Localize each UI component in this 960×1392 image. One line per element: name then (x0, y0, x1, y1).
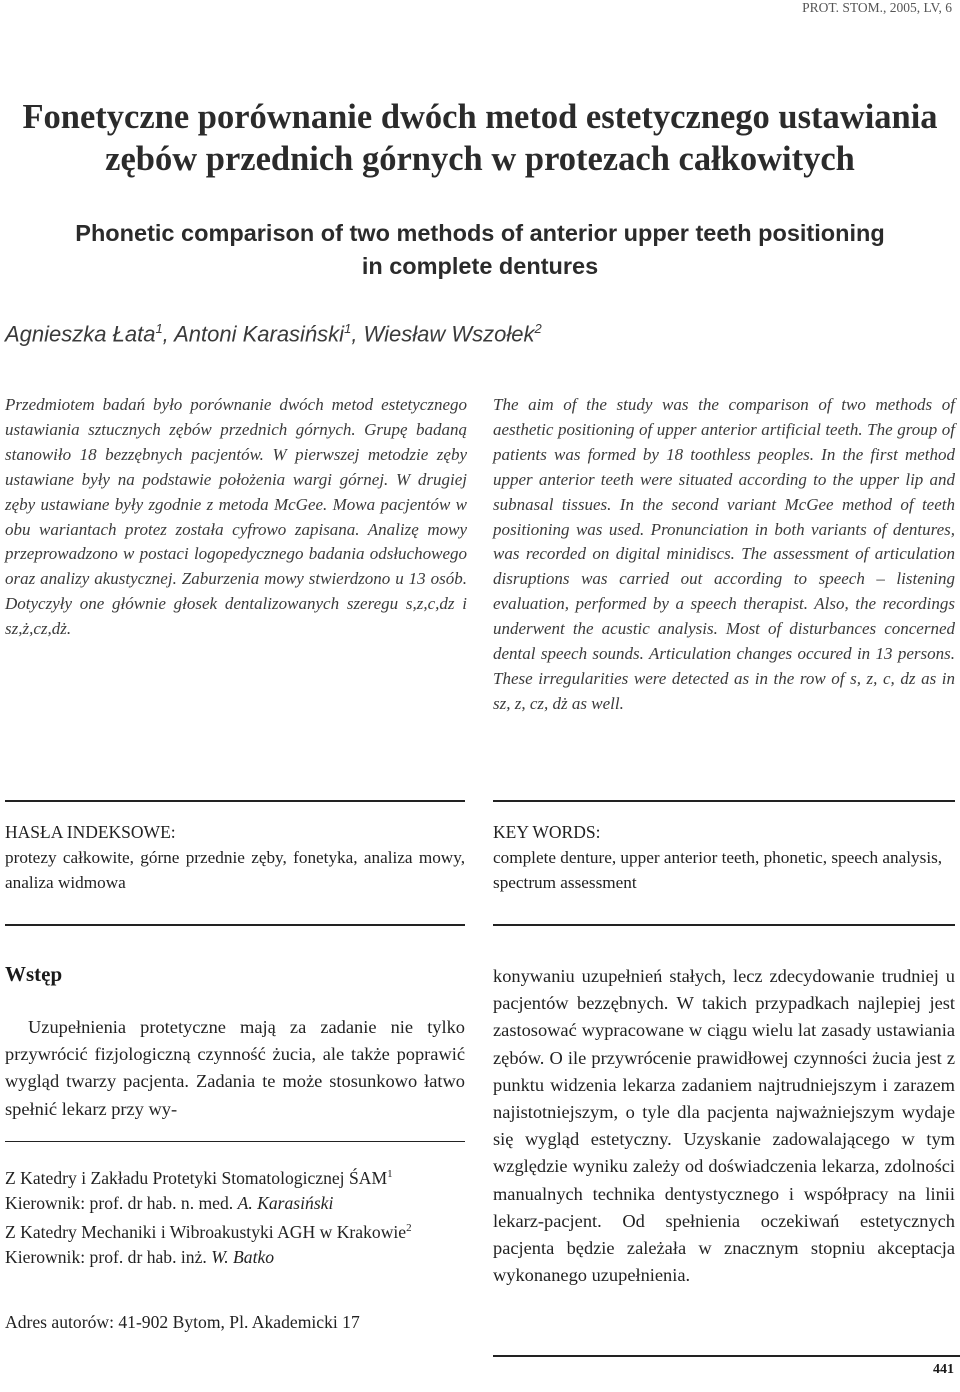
affiliation-2-head (5, 1245, 465, 1270)
affiliation-2-text: Z Katedry Mechaniki i Wibroakustyki AGH w Krakowie (5, 1221, 407, 1242)
affiliation-1-head (5, 1191, 465, 1216)
author-separator: , (351, 321, 364, 347)
author-name: Agnieszka Łata (5, 321, 156, 347)
author-separator: , (162, 321, 175, 347)
affiliation-2-head-name: W. Batko (211, 1246, 275, 1267)
author-name: Antoni Karasiński (174, 321, 345, 347)
author-affiliation-mark: 2 (534, 321, 542, 336)
abstract-polish: Przedmiotem badań było porównanie dwóch metod estetycznego ustawiania sztucznych zębów przednich górnych. Grupę badaną stanowiło 18 bezzębnych pacjentów. W pierwszej metodzie zęby ustawiane były na podstawie położenia wargi górnej. W drugiej zęby ustawiane były zgodnie z metoda McGee. Mowa pacjentów w obu wariantach protez została cyfrowo zapisana. Analizę mowy przeprowadzono w postaci logopedycznego badania odsłuchowego oraz analizy akustycznej. Zaburzenia mowy stwierdzono u 13 osób. Dotyczyły one głównie głosek dentalizowanych szeregu s,z,c,dz i sz,ż,cz,dż. (5, 395, 467, 639)
author-affiliation-mark: 1 (155, 321, 163, 336)
footnote-rule (5, 1141, 465, 1142)
author-list (5, 321, 542, 347)
abstract-english: The aim of the study was the comparison of two methods of aesthetic positioning of upper anterior artificial teeth. The group of patients was formed by 18 toothless peoples. In the first method upper anterior teeth were situated according to the upper lip and subnasal tissues. In the second variant McGee method of teeth positioning was used. Pronunciation in both variants of dentures, was recorded on digital minidiscs. The assessment of articulation disruptions was carried out according to speech – listening evaluation, performed by a speech therapist. Also, the recordings underwent the acustic analysis. Most of disturbances concerned dental speech sounds. Articulation changes occured in 13 persons. These irregularities were detected as in the row of s, z, c, dz as in sz, z, cz, dż as well. (493, 395, 955, 713)
keywords-english-text: complete denture, upper anterior teeth, phonetic, speech analysis, spectrum assessment (493, 848, 943, 892)
keywords-polish-heading: HASŁA INDEKSOWE: (5, 822, 176, 842)
keywords-rule-bottom-left (5, 924, 465, 926)
affiliation-1-text: Z Katedry i Zakładu Protetyki Stomatologicznej ŚAM (5, 1167, 388, 1188)
title-english-line2: in complete dentures (361, 253, 599, 279)
author-name: Wiesław Wszołek (363, 321, 535, 347)
page-footer-rule (493, 1355, 960, 1357)
affiliation-2-mark: 2 (406, 1221, 412, 1234)
keywords-english (493, 820, 955, 895)
affiliations (5, 1162, 465, 1270)
keywords-rule-top-right (493, 800, 955, 802)
title-english (0, 217, 960, 283)
running-head: PROT. STOM., 2005, LV, 6 (802, 0, 952, 15)
keywords-polish (5, 820, 465, 895)
affiliation-1-head-prefix: Kierownik: prof. dr hab. n. med. (5, 1192, 238, 1213)
introduction-paragraph-left: Uzupełnienia protetyczne mają za zadanie nie tylko przywrócić fizjologiczną czynność żucia, ale także poprawić wygląd twarzy pacjenta. Zadania te może stosunkowo łatwo spełnić lekarz przy wy- (5, 1017, 465, 1119)
title-polish (0, 96, 960, 180)
title-polish-line2: zębów przednich górnych w protezach całkowitych (105, 140, 855, 178)
section-heading-introduction: Wstęp (5, 962, 63, 986)
page-number: 441 (933, 1362, 954, 1377)
author-address: Adres autorów: 41-902 Bytom, Pl. Akademicki 17 (5, 1312, 360, 1332)
introduction-paragraph-right: konywaniu uzupełnień stałych, lecz zdecydowanie trudniej u pacjentów bezzębnych. W takich przypadkach najlepiej jest zastosować wypracowane w ciągu wielu lat zasady ustawiania zębów. O ile przywrócenie prawidłowej czynności żucia jest z punktu widzenia lekarza zadaniem najtrudniejszym i zarazem najistotniejszym, o tyle dla pacjenta najważniejszym wydaje się wygląd estetyczny. Uzyskanie zadowalającego w tym względzie wyniku zależy od doświadczenia lekarza, zdolności manualnych technika dentystycznego i współpracy na linii lekarz-pacjent. Od spełnienia oczekiwań estetycznych pacjenta będzie zależała w znacznym stopniu akceptacja wykonanego uzupełnienia. (493, 966, 955, 1286)
affiliation-2 (5, 1216, 465, 1245)
title-english-line1: Phonetic comparison of two methods of anterior upper teeth positioning (75, 220, 885, 246)
affiliation-1-head-name: A. Karasiński (237, 1192, 334, 1213)
title-polish-line1: Fonetyczne porównanie dwóch metod estetycznego ustawiania (22, 98, 938, 136)
keywords-rule-top-left (5, 800, 465, 802)
affiliation-1 (5, 1162, 465, 1191)
keywords-rule-bottom-right (493, 924, 955, 926)
keywords-english-heading: KEY WORDS: (493, 822, 601, 842)
affiliation-1-mark: 1 (387, 1168, 393, 1180)
keywords-polish-text: protezy całkowite, górne przednie zęby, fonetyka, analiza mowy, analiza widmowa (5, 848, 465, 892)
affiliation-2-head-prefix: Kierownik: prof. dr hab. inż. (5, 1246, 212, 1267)
author-affiliation-mark: 1 (344, 321, 352, 336)
